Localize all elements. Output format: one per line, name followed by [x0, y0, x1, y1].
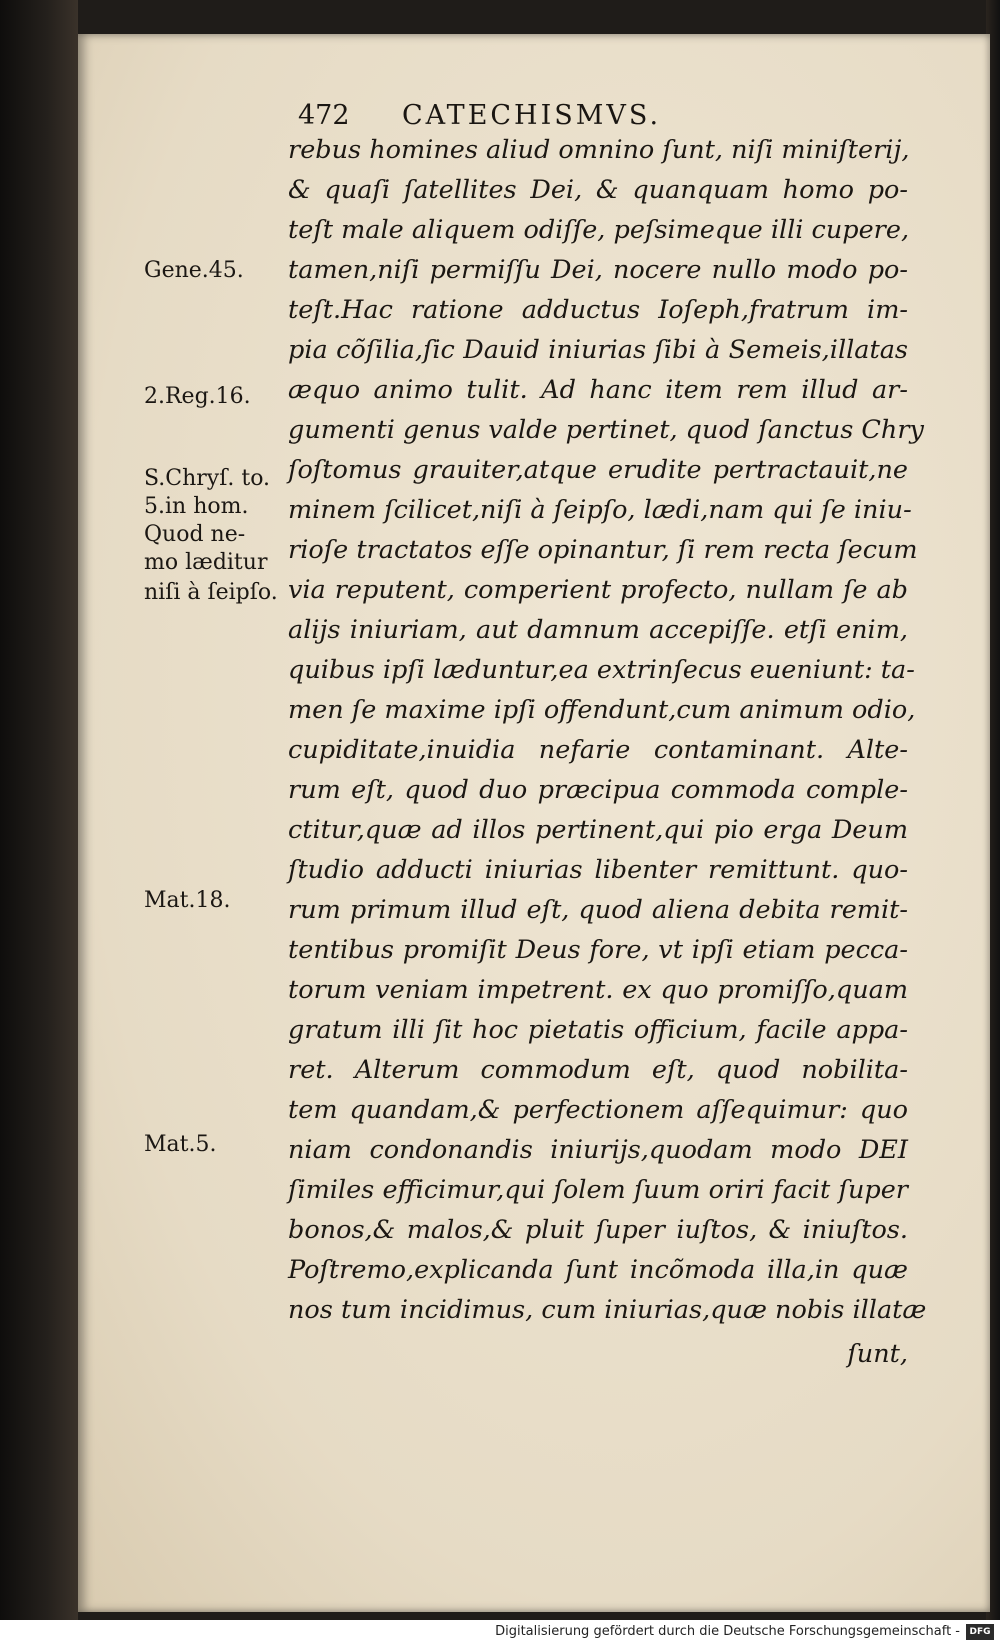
text-line: niam condonandis iniurijs,quodam modo DEI: [288, 1135, 908, 1165]
text-line: minem ſcilicet,niſi à ſeipſo, lædi,nam qui ſe iniu-: [288, 495, 912, 525]
text-line: cupiditate,inuidia nefarie contaminant. Alte-: [288, 735, 908, 765]
margin-note-laeditur: mo læditur: [144, 550, 268, 575]
text-line: teſt male aliquem odiſſe, peſsimeque illi cupere,: [288, 215, 910, 245]
margin-note-mat5: Mat.5.: [144, 1132, 217, 1157]
text-line: ctitur,quæ ad illos pertinent,qui pio erga Deum: [288, 815, 908, 845]
margin-note-gene: Gene.45.: [144, 258, 244, 283]
text-line: ſtudio adducti iniurias libenter remittunt. quo-: [288, 855, 908, 885]
margin-note-seipso: niſi à ſeipſo.: [144, 580, 278, 605]
catchword: ſunt,: [847, 1339, 908, 1369]
margin-note-hom: 5.in hom.: [144, 494, 249, 519]
text-line: ret. Alterum commodum eſt, quod nobilita-: [288, 1055, 908, 1085]
text-line: gratum illi ſit hoc pietatis officium, facile appa-: [288, 1015, 908, 1045]
dfg-logo-icon: DFG: [966, 1624, 994, 1640]
text-line: ſimiles efficimur,qui ſolem ſuum oriri facit ſuper: [288, 1175, 908, 1205]
footer-credit: Digitalisierung gefördert durch die Deutsche Forschungsgemeinschaft -: [495, 1624, 960, 1639]
text-line: torum veniam impetrent. ex quo promiſſo,quam: [288, 975, 908, 1005]
margin-note-quod: Quod ne-: [144, 522, 246, 547]
text-line: tamen,niſi permiſſu Dei, nocere nullo modo po-: [288, 255, 908, 285]
margin-note-chrys: S.Chryſ. to.: [144, 466, 271, 491]
digitization-footer: [0, 1620, 1000, 1645]
text-line: æquo animo tulit. Ad hanc item rem illud ar-: [288, 375, 908, 405]
text-line: gumenti genus valde pertinet, quod ſanctus Chry: [288, 415, 924, 445]
margin-note-mat18: Mat.18.: [144, 888, 231, 913]
text-line: alijs iniuriam, aut damnum accepiſſe. etſi enim,: [288, 615, 908, 645]
text-line: tem quandam,& perfectionem aſſequimur: quo: [288, 1095, 908, 1125]
book-spine-left: [0, 0, 78, 1620]
book-page: [78, 34, 990, 1612]
running-head: CATECHISMVS.: [402, 100, 662, 131]
text-line: rioſe tractatos eſſe opinantur, ſi rem recta ſecum: [288, 535, 918, 565]
text-line: nos tum incidimus, cum iniurias,quæ nobis illatæ: [288, 1295, 927, 1325]
text-line: & quaſi ſatellites Dei, & quanquam homo po-: [288, 175, 908, 205]
text-line: quibus ipſi læduntur,ea extrinſecus eueniunt: ta-: [288, 655, 915, 685]
text-line: pia cõſilia,ſic Dauid iniurias ſibi à Semeis,illatas: [288, 335, 908, 365]
margin-note-reg: 2.Reg.16.: [144, 384, 251, 409]
text-line: rebus homines aliud omnino ſunt, niſi miniſterij,: [288, 135, 910, 165]
page-number: 472: [298, 100, 350, 131]
text-line: rum primum illud eſt, quod aliena debita remit-: [288, 895, 908, 925]
text-line: teſt.Hac ratione adductus Ioſeph,fratrum im-: [288, 295, 908, 325]
text-line: men ſe maxime ipſi offendunt,cum animum odio,: [288, 695, 916, 725]
text-line: via reputent, comperient profecto, nullam ſe ab: [288, 575, 908, 605]
text-line: bonos,& malos,& pluit ſuper iuſtos, & iniuſtos.: [288, 1215, 908, 1245]
text-line: rum eſt, quod duo præcipua commoda comple-: [288, 775, 908, 805]
text-line: tentibus promiſit Deus fore, vt ipſi etiam pecca-: [288, 935, 908, 965]
text-line: Poſtremo,explicanda ſunt incõmoda illa,in quæ: [288, 1255, 908, 1285]
text-line: ſoſtomus grauiter,atque erudite pertractauit,ne: [288, 455, 908, 485]
